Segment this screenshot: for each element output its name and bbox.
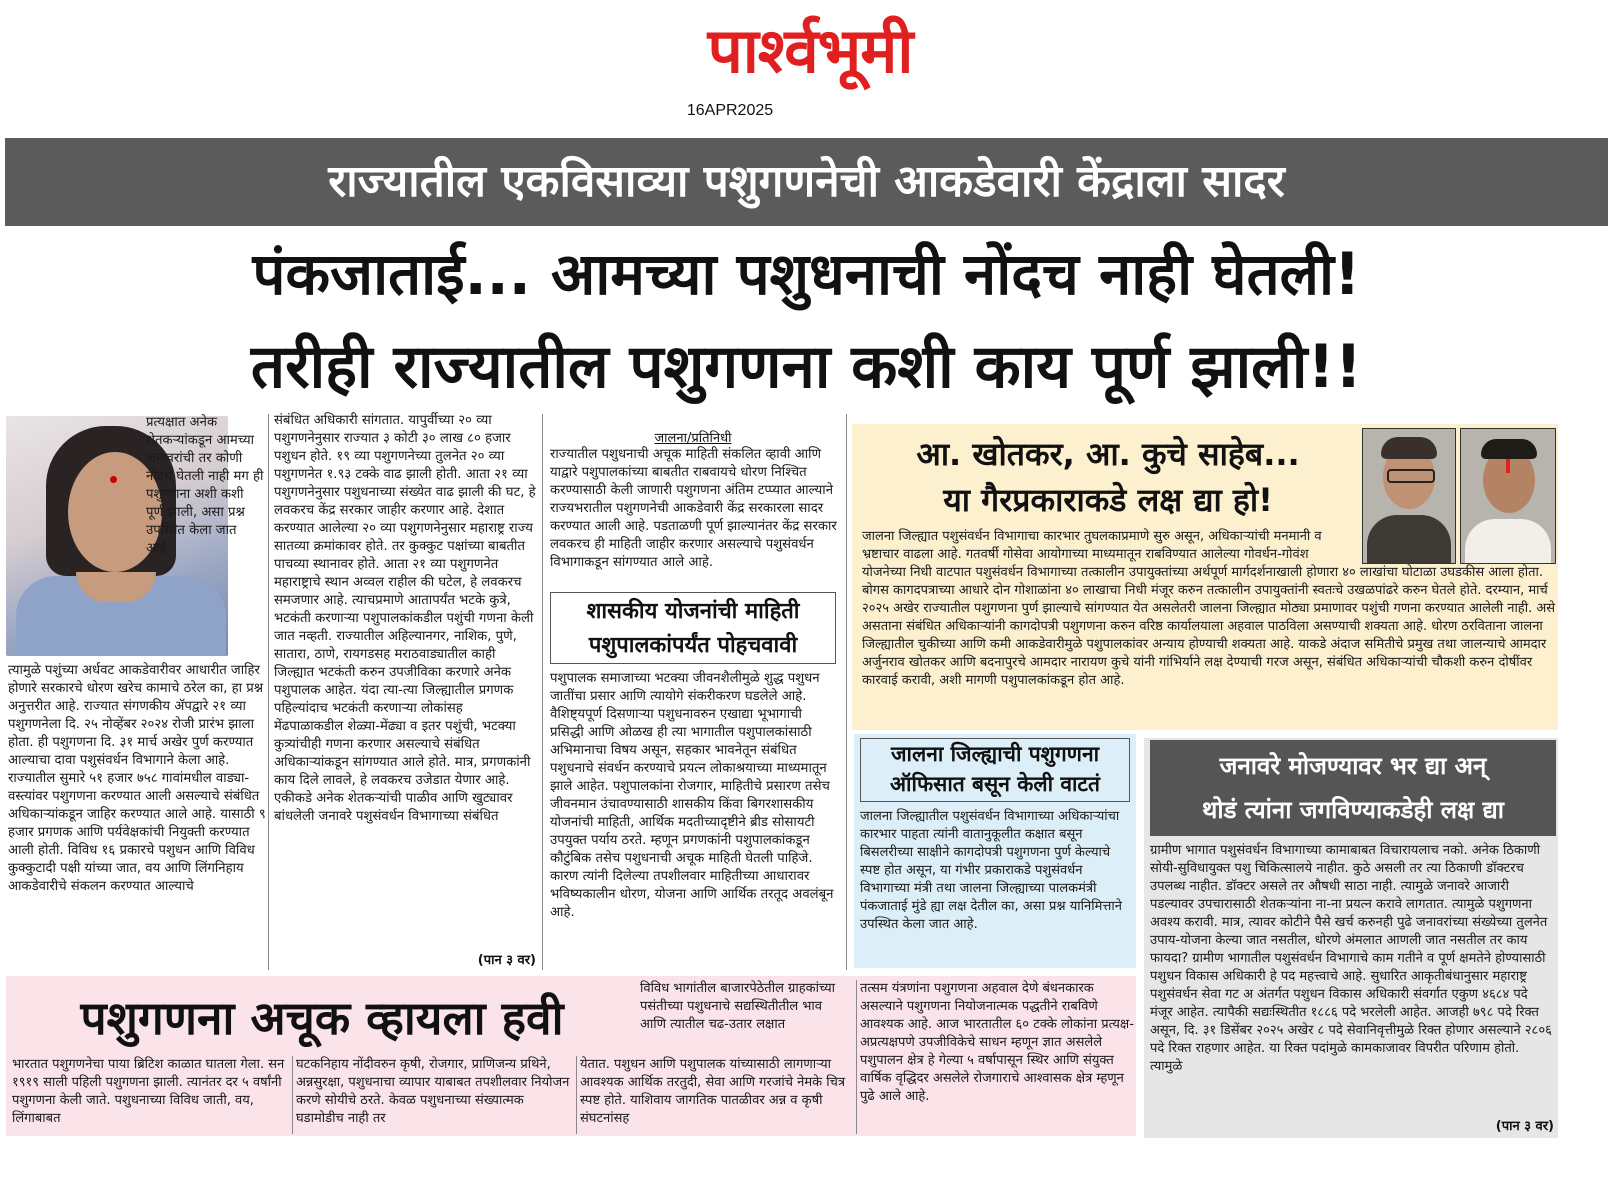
col3-body2: पशुपालक समाजाच्या भटक्या जीवनशैलीमुळे शुद्ध पशुधन जातींचा प्रसार आणि त्यायोगे संकरीकरण घडलेले आहे. वैशिष्ट्यपूर्ण दिसणाऱ्या पशुधनावरुन एखाद्या भूभागाची प्रसिद्धी आणि ओळख ही त्या भागातील पशुपालकांसाठी अभिमानाचा विषय असून, सहकार भावनेतून संबंधित पशुधनाचे संवर्धन करण्याचे प्रयत्न लोकाश्रयाच्या माध्यमातून झाले आहेत. पशुपालकांना रोजगार, माहितीचे प्रसारण तसेच जीवनमान उंचावण्यासाठी शासकीय किंवा बिगरशासकीय योजनांची माहिती, आर्थिक मदतीच्यादृष्टीने ब्रीड सोसायटी उपयुक्त पर्याय ठरते. म्हणून प्रगणकांनी पशुपालकांकडून कौटुंबिक तसेच पशुधनाची अचूक माहिती घेतली पाहिजे. कारण त्यांनी दिलेल्या तपशीलवार माहितीच्या आधारावर भविष्यकालीन धोरण, योजना आणि आर्थिक तरतूद अवलंबून आहे.	[550, 671, 834, 920]
grey-title: जनावरे मोजण्यावर भर द्या अन् थोडं त्यांना जगविण्याकडेही लक्ष द्या	[1150, 740, 1556, 836]
col3-body: राज्यातील पशुधनाची अचूक माहिती संकलित व्हावी आणि याद्वारे पशुपालकांच्या बाबतीत राबवायचे धोरण निश्चित करण्यासाठी केली जाणारी पशुगणना अंतिम टप्प्यात आल्याने राज्यभरातील पशुगणनेची आकडेवारी केंद्र सरकारला सादर करण्यात आली आहे. पडताळणी पूर्ण झाल्यानंतर केंद्र सरकार लवकरच ही माहिती जाहीर करणार असल्याचे पशुसंवर्धन विभागाकडून सांगण्यात आले आहे.	[550, 447, 837, 570]
grey-continued: (पान ३ वर)	[1495, 1119, 1554, 1134]
blue-title: जालना जिल्ह्याची पशुगणना ऑफिसात बसून केली वाटतं	[860, 738, 1130, 802]
headline-line-1: पंकजाताई... आमच्या पशुधनाची नोंदच नाही घेतली!	[252, 240, 1361, 308]
pink-col-4: तत्सम यंत्रणांना पशुगणना अहवाल देणे बंधनकारक असल्याने पशुगणना नियोजनात्मक पद्धतीने राबविणे आवश्यक आहे. आज भारतातील ६० टक्के लोकांना प्रत्यक्ष-अप्रत्यक्षपणे उपजीविकेचे साधन म्हणून ज्ञात असलेले पशुपालन क्षेत्र हे गेल्या ५ वर्षापासून स्थिर आणि संयुक्त वार्षिक वृद्धिदर असलेले रोजगाराचे आश्वासक क्षेत्र म्हणून पुढे आले आहे.	[860, 981, 1134, 1104]
blue-body: जालना जिल्ह्यातील पशुसंवर्धन विभागाच्या अधिकाऱ्यांचा कारभार पाहता त्यांनी वातानुकूलीत कक्षात बसून बिसलरीच्या साक्षीने कागदोपत्री पशुगणना पुर्ण केल्याचे स्पष्ट होत असून, या गंभीर प्रकाराकडे पशुसंवर्धन विभागाच्या मंत्री तथा जालना जिल्ह्याच्या पालकमंत्री पंकजाताई मुंडे ह्या लक्ष देतील का, असा प्रश्न यानिमित्ताने उपस्थित केला जात आहे.	[860, 809, 1122, 932]
pink-col-3: येतात. पशुधन आणि पशुपालक यांच्यासाठी लागणाऱ्या आवश्यक आर्थिक तरतुदी, सेवा आणि गरजांचे नेमके चित्र स्पष्ट होते. याशिवाय जागतिक पातळीवर अन्न व कृषी संघटनांसह	[580, 1057, 846, 1126]
dateline: जालना/प्रतिनिधी	[654, 431, 732, 446]
col1-lead-text: प्रत्यक्षात अनेक शेतकऱ्यांकडून आमच्या जनावरांची तर कोणी नोंदच घेतली नाही मग ही पशुगणना अशी कशी पूर्ण झाली, असा प्रश्न उपस्थित केला जात आहे.	[146, 415, 264, 556]
yellow-title-2: या गैरप्रकाराकडे लक्ष द्या हो!	[943, 481, 1273, 519]
top-banner: राज्यातील एकविसाव्या पशुगणनेची आकडेवारी केंद्राला सादर	[5, 138, 1608, 226]
grey-body: ग्रामीण भागात पशुसंवर्धन विभागाच्या कामाबाबत विचारायलाच नको. अनेक ठिकाणी सोयी-सुविधायुक्त पशु चिकित्सालये नाहीत. कुठे असली तर त्या ठिकाणी डॉक्टरच उपलब्ध नाहीत. डॉक्टर असले तर औषधी साठा नाही. त्यामुळे जनावरे आजारी पडल्यावर उपचारासाठी शेतकऱ्यांना ना-ना प्रयत्न करावे लागतात. त्यामुळे पशुगणना अवश्य करावी. मात्र, त्यावर कोटीने पैसे खर्च करुनही पुढे जनावरांच्या संख्येच्या तुलनेत उपाय-योजना केल्या जात नसतील, धोरणे अंमलात आणली जात नसतील तर काय फायदा? ग्रामीण भागातील पशुसंवर्धन विभागाचे काम गतीने व पूर्ण क्षमतेने होण्यासाठी पशुधन विकास अधिकारी हे पद महत्त्वाचे आहे. सुधारित आकृतीबंधानुसार महाराष्ट्र पशुसंवर्धन सेवा गट अ अंतर्गत पशुधन विकास अधिकारी संवर्गात एकुण ४६८४ पदे मंजूर आहेत. त्यापैकी सद्यःस्थितीत १८८६ पदे भरलेली आहेत. आजही ७९८ पदे रिक्त असून, दि. ३१ डिसेंबर २०२५ अखेर ८ पदे सेवानिवृत्तीमुळे रिक्त होणार असल्याने २८०६ पदे रिक्त राहणार आहेत. या रिक्त पदांमुळे कामकाजावर विपरीत परिणाम होतो. त्यामुळे	[1150, 843, 1552, 1074]
col3-subhead: शासकीय योजनांची माहिती पशुपालकांपर्यंत पोहचवावी	[550, 592, 836, 664]
edition-date: 16APR2025	[686, 102, 774, 119]
masthead	[0, 0, 1613, 130]
pink-col-2: घटकनिहाय नोंदीवरुन कृषी, रोजगार, प्राणिजन्य प्रथिने, अन्नसुरक्षा, पशुधनाचा व्यापार याबाबत तपशीलवार नियोजन करणे सोयीचे ठरते. केवळ पशुधनाच्या संख्यात्मक घडामोडीच नाही तर	[296, 1057, 570, 1126]
yellow-title-1: आ. खोतकर, आ. कुचे साहेब...	[916, 435, 1300, 473]
pink-col-1: भारतात पशुगणनेचा पाया ब्रिटिश काळात घातला गेला. सन १९१९ साली पहिली पशुगणना झाली. त्यानंतर दर ५ वर्षांनी पशुगणना केली जाते. पशुधनाच्या विविध जाती, वय, लिंगाबाबत	[12, 1057, 285, 1126]
headline-line-2: तरीही राज्यातील पशुगणना कशी काय पूर्ण झाली!!	[250, 332, 1363, 402]
col1-body: त्यामुळे पशुंच्या अर्धवट आकडेवारीवर आधारीत जाहिर होणारे सरकारचे धोरण खरेच कामाचे ठरेल का, हा प्रश्न अनुत्तरीत आहे. राज्यात संगणकीय ॲपद्वारे २१ व्या पशुगणनेला दि. २५ नोव्हेंबर २०२४ रोजी प्रारंभ झाला होता. ही पशुगणना दि. ३१ मार्च अखेर पुर्ण करण्यात आल्याचा दावा पशुसंवर्धन विभागाने केला आहे. राज्यातील सुमारे ५१ हजार ७५८ गावांमधील वाड्या-वस्त्यांवर पशुगणना करण्यात आली असल्याचे संबंधित अधिकाऱ्यांकडून जाहिर करण्यात आले आहे. यासाठी ९ हजार प्रगणक आणि पर्यवेक्षकांची नियुक्ती करण्यात आली होती. विविध १६ प्रकारचे पशुधन आणि विविध कुक्कुटादी पक्षी यांच्या जात, वय आणि लिंगनिहाय आकडेवारीचे संकलन करण्यात आल्याचे	[8, 663, 266, 894]
col2-continued: (पान ३ वर)	[477, 953, 536, 968]
pink-col-3-top: विविध भागांतील बाजारपेठेतील ग्राहकांच्या पसंतीच्या पशुधनाचे सद्यस्थितीतील भाव आणि त्यातील चढ-उतार लक्षात	[640, 981, 836, 1032]
pink-title: पशुगणना अचूक व्हायला हवी	[80, 991, 564, 1045]
newspaper-logo: पार्श्वभूमी	[707, 14, 913, 87]
yellow-body: जालना जिल्ह्यात पशुसंवर्धन विभागाचा कारभार तुघलकाप्रमाणे सुरु असून, अधिकाऱ्यांची मनमानी व भ्रष्टाचार वाढला आहे. गतवर्षी गोसेवा आयोगाच्या माध्यमातून राबविण्यात आलेल्या गोवर्धन-गोवंश योजनेच्या निधी वाटपात पशुसंवर्धन विभागाच्या तत्कालीन उपायुक्तांच्या अर्थपूर्ण मार्गदर्शनाखाली होणारा ४० लाखांचा घोटाळा उघडकीस आला होता. बोगस कागदपत्राच्या आधारे दोन गोशाळांना ४० लाखाचा निधी मंजूर करुन तत्कालीन उपायुक्तांनी स्वतःचे उखळपांढरे करुन घेतले होते. दरम्यान, मार्च २०२५ अखेर राज्यातील पशुगणना पुर्ण झाल्याचे सांगण्यात येत असलेतरी जालना जिल्ह्यात मोठ्या प्रमाणावर पशुंची गणना करण्यात आलेली नाही. असे असताना संबंधित अधिकाऱ्यांनी कागदोपत्री पशुगणना करुन वरिष्ठ कार्यालयाला अहवाल पाठविला असण्याची शक्यता आहे. धोरण ठरविताना जालना जिल्ह्यातील चुकीच्या आणि कमी आकडेवारीमुळे पशुपालकांवर अन्याय होण्याची शक्यता आहे. याकडे अंदाज समितीचे प्रमुख तथा जालन्याचे आमदार अर्जुनराव खोतकर आणि बदनापुरचे आमदार नारायण कुचे यांनी गांभिर्याने लक्ष देण्याची गरज असून, संबंधित अधिकाऱ्यांची चौकशी करुन दोषींवर कारवाई करावी, अशी मागणी पशुपालकांकडून होत आहे.	[862, 529, 1556, 688]
col2-body: संबंधित अधिकारी सांगतात. यापुर्वीच्या २० व्या पशुगणनेनुसार राज्यात ३ कोटी ३० लाख ८० हजार पशुधन होते. १९ व्या पशुगणनेच्या तुलनेत २० व्या पशुगणनेत १.९३ टक्के वाढ झाली होती. आता २१ व्या पशुगणनेनुसार पशुधनाच्या संख्येत वाढ झाली की घट, हे लवकरच केंद्र सरकार जाहीर करणार आहे. देशात करण्यात आलेल्या २० व्या पशुगणनेनुसार महाराष्ट्र राज्य सातव्या क्रमांकावर होते. तर कुक्कुट पक्षांच्या बाबतीत पाचव्या स्थानावर होते. आता २१ व्या पशुगणनेत महाराष्ट्राचे स्थान अव्वल राहील की घटेल, हे लवकरच समजणार आहे. त्याचप्रमाणे आतापर्यंत भटके कुत्रे, भटकंती करणाऱ्या पशुपालकांकडील पशुंची गणना केली जात नव्हती. राज्यातील अहिल्यानगर, नाशिक, पुणे, सातारा, ठाणे, रायगडसह मराठवाड्यातील काही जिल्ह्यात भटकंती करुन उपजीविका करणारे अनेक पशुपालक आहेत. यंदा त्या-त्या जिल्ह्यातील प्रगणक पहिल्यांदाच भटकंती करणाऱ्या लोकांसह मेंढपाळाकडील शेळ्या-मेंढ्या व इतर पशुंची, भटक्या कुत्र्यांचीही गणना करणार असल्याचे संबंधित अधिकाऱ्यांकडून सांगण्यात आले होते. मात्र, प्रगणकांनी काय दिले लावले, हे लवकरच उजेडात येणार आहे. एकीकडे अनेक शेतकऱ्यांची पाळीव आणि खुट्यावर बांधलेली जनावरे पशुसंवर्धन विभागाच्या संबंधित	[274, 413, 536, 824]
